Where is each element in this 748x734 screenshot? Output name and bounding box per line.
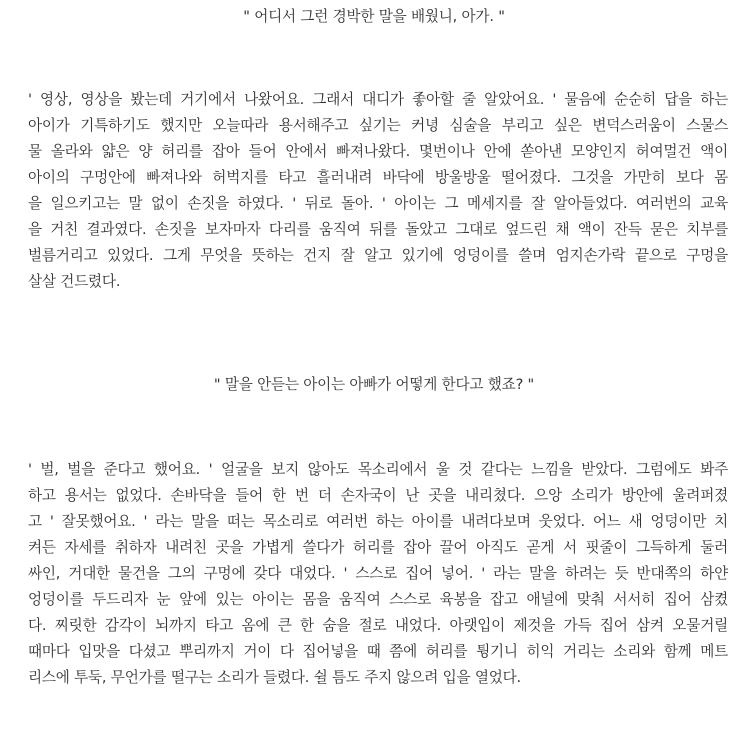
paragraph-2-line: 엉덩이를 두드리자 눈 앞에 있는 아이는 몸을 움직여 스스로 육봉을 잡고 애널에 맞춰 서서히 집어 삼켰 [28,591,728,608]
paragraph-2 [28,457,728,691]
paragraph-2-line: 때마다 입맛을 다셨고 뿌리까지 거이 다 집어넣을 때 쯤에 허리를 튕기니 히익 거리는 소리와 함께 메트 [28,643,728,660]
paragraph-1-line: 벌름거리고 있었다. 그게 무엇을 뜻하는 건지 잘 알고 있기에 엉덩이를 쓸며 엄지손가락 끝으로 구멍을 [28,247,728,264]
paragraph-2-line: 리스에 투둑, 무언가를 떨구는 소리가 들렸다. 쉴 틈도 주지 않으려 입을 열었다. [28,669,521,686]
paragraph-2-line: 하고 용서는 없었다. 손바닥을 들어 한 번 더 손자국이 난 곳을 내리쳤다. 으앙 소리가 방안에 울려퍼졌 [28,487,728,504]
paragraph-1-line: 을 일으키고는 말 없이 손짓을 하였다. ' 뒤로 돌아. ' 아이는 그 메세지를 잘 알아들었다. 여러번의 교육 [28,195,728,212]
paragraph-1-line: ' 영상, 영상을 봤는데 거기에서 나왔어요. 그래서 대디가 좋아할 줄 알았어요. ' 물음에 순순히 답을 하는 [28,91,728,108]
paragraph-1-line: 살살 건드렸다. [28,273,121,290]
paragraph-2-line: 켜든 자세를 취하자 내려친 곳을 가볍게 쓸다가 허리를 잡아 끌어 아직도 곧게 서 핏줄이 그득하게 둘러 [28,539,728,556]
paragraph-1-line: 아이가 기특하기도 했지만 오늘따라 용서해주고 싶기는 커녕 심술을 부리고 싶은 변덕스러움이 스물스 [28,117,728,134]
dialogue-line-2: " 말을 안듣는 아이는 아빠가 어떻게 한다고 했죠? " [213,376,535,393]
dialogue-line-1: " 어디서 그런 경박한 말을 배웠니, 아가. " [243,8,505,25]
paragraph-1 [28,87,728,295]
paragraph-1-line: 물 올라와 얇은 양 허리를 잡아 들어 안에서 빠져나왔다. 몇번이나 안에 쏟아낸 모양인지 허여멀건 액이 [28,143,728,160]
paragraph-2-line: 다. 찌릿한 감각이 뇌까지 타고 옴에 큰 한 숨을 절로 내었다. 아랫입이 제것을 가득 집어 삼켜 오물거릴 [28,617,728,634]
paragraph-2-line: 고 ' 잘못했어요. ' 라는 말을 떠는 목소리로 여러번 하는 아이를 내려다보며 웃었다. 어느 새 엉덩이만 치 [28,513,728,530]
paragraph-1-line: 을 거친 결과였다. 손짓을 보자마자 다리를 움직여 뒤를 돌았고 그대로 엎드린 채 액이 잔득 묻은 치부를 [28,221,728,238]
paragraph-2-line: ' 벌, 벌을 준다고 했어요. ' 얼굴을 보지 않아도 목소리에서 울 것 같다는 느낌을 받았다. 그럼에도 봐주 [28,461,728,478]
paragraph-1-line: 아이의 구멍안에 빠져나와 허벅지를 타고 흘러내려 바닥에 방울방울 떨어졌다. 그것을 가만히 보다 몸 [28,169,728,186]
paragraph-2-line: 싸인, 거대한 물건을 그의 구멍에 갖다 대었다. ' 스스로 집어 넣어. ' 라는 말을 하려는 듯 반대쪽의 하얀 [28,565,728,582]
